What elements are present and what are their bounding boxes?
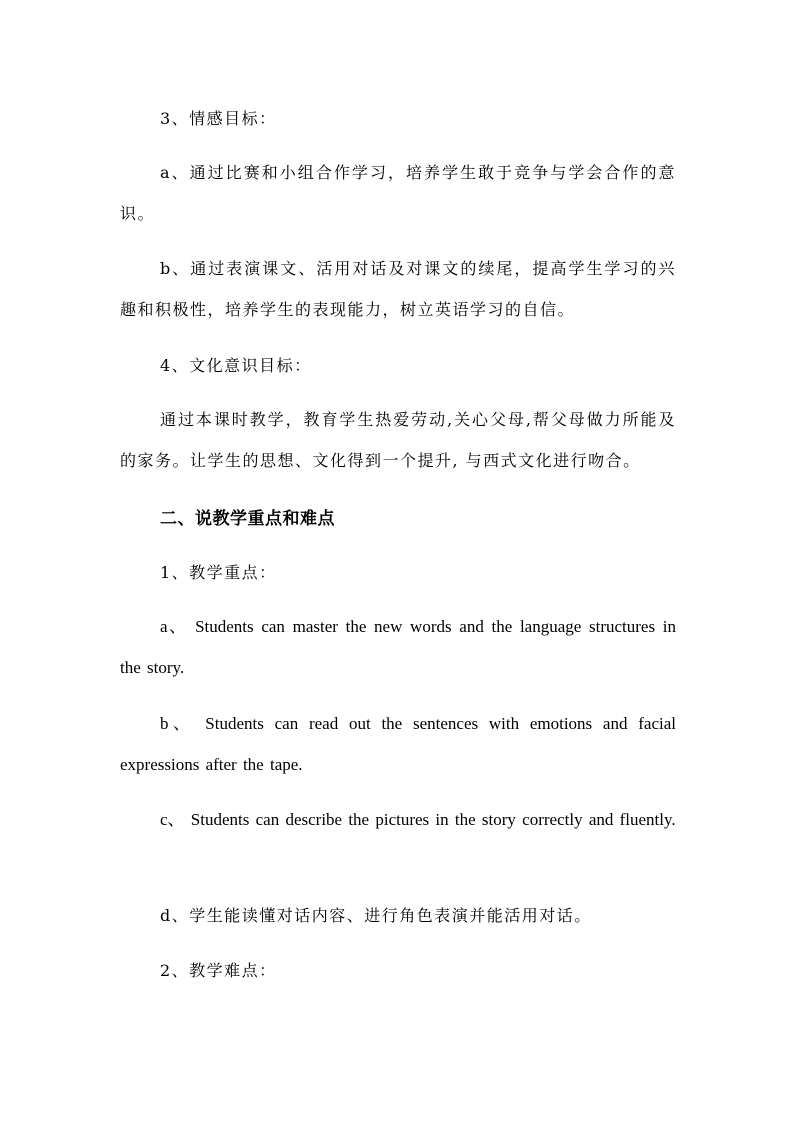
paragraph-key-point-d: d、学生能读懂对话内容、进行角色表演并能活用对话。 xyxy=(160,906,592,925)
subheading-difficulties: 2、教学难点： xyxy=(160,961,277,980)
paragraph-key-point-a: a、 Students can master the new words and the language structures in the story. xyxy=(120,617,676,677)
section-heading: 二、说教学重点和难点 xyxy=(160,509,335,529)
paragraph-key-point-c: c、 Students can describe the pictures in the story correctly and fluently. xyxy=(160,810,676,829)
paragraph-goal-a: a、通过比赛和小组合作学习，培养学生敢于竞争与学会合作的意识。 xyxy=(120,163,676,223)
paragraph-goal-b: b、通过表演课文、活用对话及对课文的续尾，提高学生学习的兴趣和积极性，培养学生的表现能力，树立英语学习的自信。 xyxy=(120,259,676,319)
subheading-emotion-goals: 3、情感目标： xyxy=(160,109,277,128)
paragraph-culture-goal: 通过本课时教学，教育学生热爱劳动,关心父母,帮父母做力所能及的家务。让学生的思想、文化得到一个提升, 与西式文化进行吻合。 xyxy=(120,410,676,470)
subheading-key-points: 1、教学重点： xyxy=(160,563,277,582)
subheading-culture-goals: 4、文化意识目标： xyxy=(160,356,312,375)
paragraph-key-point-b: b、 Students can read out the sentences with emotions and facial expressions after the tape. xyxy=(120,714,676,774)
